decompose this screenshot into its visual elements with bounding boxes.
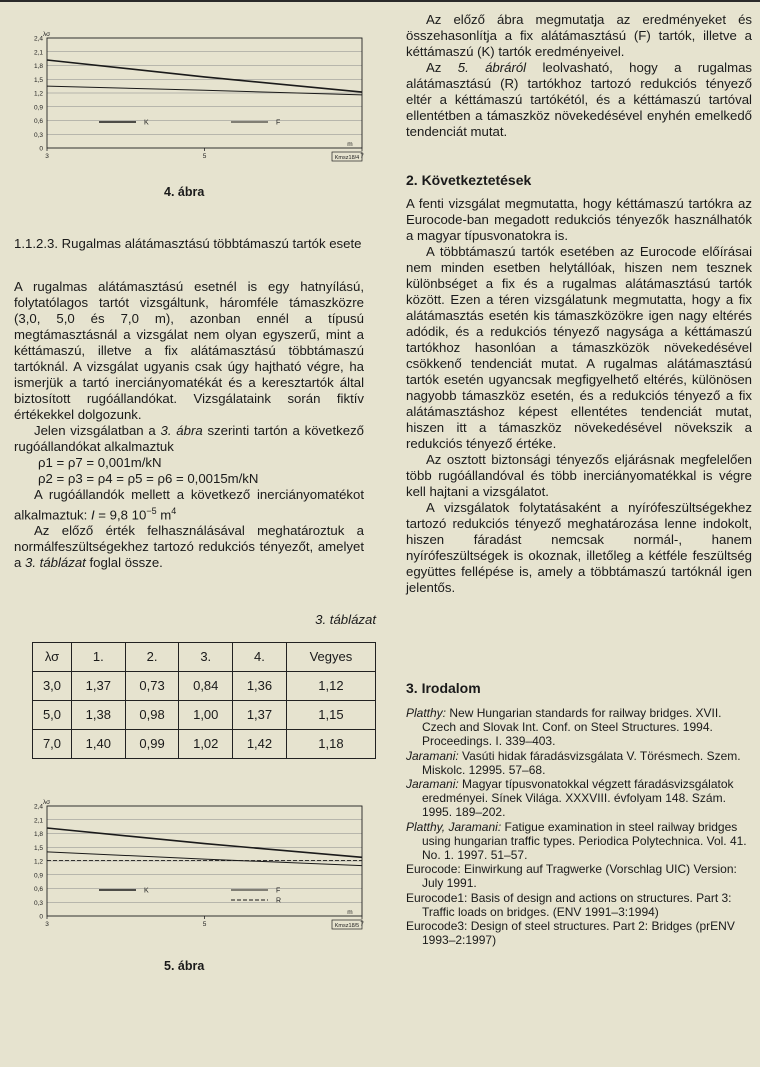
top-rule: [0, 0, 760, 2]
table-cell: 1,02: [179, 730, 233, 759]
paragraph: [406, 60, 752, 140]
reference-text: Fatigue examination in steel railway bridges using hungarian traffic types. Periodica Polytechnica. Vol. 41. No. 1. 1997. 51–57.: [422, 819, 747, 863]
text-run: szerinti tartón a következő rugóállandókat alkalmaztuk: [14, 423, 364, 454]
table-cell: 1,40: [71, 730, 125, 759]
y-tick-label: 2,4: [33, 803, 43, 811]
section-3-heading: 3. Irodalom: [406, 680, 481, 696]
paragraph: A többtámaszú tartók esetében az Eurocode előírásai nem minden esetben helytállóak, hiszen nem tesznek különbséget a fix és a rugalmas alátámasztású tartók között. Ezen a téren vizsgálatunk megmutatta, hogy a fix alátámasztás esetén kis támaszközökre igen nagy eltérés adódik, és a redukciós tényező nagysága a kéttámaszú tartókhoz hasonlóan a támaszközök növekedésével csökkenő tendenciát mutat. A rugalmas alátámasztású tartók esetén ugyancsak megfigyelhető eltérés, különösen nagyobb támaszköz esetén, és a redukciós tényező a fix alátámasztáshoz képest ellentétes tendenciát mutat, hiszen itt a támaszköz növekedésével növekszik a redukciós tényező értéke.: [406, 244, 752, 451]
text-run: Jelen vizsgálatban a: [34, 423, 161, 438]
x-axis-label: m: [347, 909, 353, 916]
reference-text: Vasúti hidak fáradásvizsgálata V. Törésmech. Szem. Miskolc. 12995. 57–68.: [422, 748, 741, 777]
reference-text: Magyar típusvonatokkal végzett fáradásvizsgálatok eredményei. Sínek Világa. XXXVIII. évfolyam 148. Szám. 1995. 189–202.: [422, 777, 734, 820]
table-cell: 5,0: [33, 701, 72, 730]
table-cell: 0,73: [125, 672, 179, 701]
x-tick-label: 7: [360, 921, 364, 928]
legend-label-f: F: [276, 887, 281, 895]
x-tick-label: 3: [45, 921, 49, 928]
reference-item: [406, 862, 752, 890]
symbol-I: I: [90, 507, 95, 523]
legend-label-k: K: [144, 119, 149, 127]
table-cell: 7,0: [33, 730, 72, 759]
y-tick-label: 1,8: [33, 63, 43, 70]
figure-4-caption: 4. ábra: [164, 185, 205, 199]
figure-reference: 5. ábráról: [457, 60, 527, 75]
reference-item: [406, 891, 752, 919]
paragraph: Az osztott biztonsági tényezős eljárásnak megfelelően több rugóállandóval és több inerciányomatékkal is végre kell hajtani a vizsgálatot.: [406, 452, 752, 499]
figure-4-chart: [14, 30, 374, 170]
text-run: A rugóállandók mellett a következő inerciányomatékot alkalmaztuk:: [14, 487, 364, 523]
table-cell: 1.: [71, 643, 125, 672]
reference-list: [406, 706, 752, 947]
formula-1: ρ1 = ρ7 = 0,001m/kN: [38, 455, 162, 470]
table-cell: Vegyes: [286, 643, 375, 672]
table-3: [32, 642, 376, 759]
table-cell: 1,00: [179, 701, 233, 730]
section-3: [406, 680, 752, 947]
text-run: = 9,8 10: [94, 507, 147, 523]
table-header-row: [33, 643, 376, 672]
y-tick-label: 1,2: [33, 858, 43, 866]
table-cell: 4.: [233, 643, 287, 672]
paragraph: A fenti vizsgálat megmutatta, hogy kéttámaszú tartókra az Eurocode-ban megadott redukciós tényezők használhatók a magyar típusvonatokra is.: [406, 196, 752, 243]
y-axis-label: λσ: [43, 31, 51, 38]
figure-5-caption: 5. ábra: [164, 959, 205, 973]
table-cell: 3.: [179, 643, 233, 672]
reference-item: [406, 706, 752, 749]
table-cell: 1,18: [286, 730, 375, 759]
y-tick-label: 2,1: [33, 817, 43, 825]
table-3-label: 3. táblázat: [315, 612, 376, 627]
figure-5-chart: [14, 798, 374, 938]
table-row: [33, 730, 376, 759]
legend-label-k: K: [144, 887, 149, 895]
text-run: Az előző érték felhasználásával meghatároztuk a normálfeszültségekhez tartozó redukciós tényezőt, amelyet a: [14, 523, 364, 571]
reference-text: New Hungarian standards for railway bridges. XVII. Czech and Slovak Int. Conf. on Steel Structures. 1994. Proceedings. I. 339–403.: [422, 706, 722, 749]
section-1123-body: [14, 279, 364, 571]
table-cell: 0,84: [179, 672, 233, 701]
exponent: 4: [171, 506, 177, 516]
paragraph: Az előző ábra megmutatja az eredményeket és összehasonlítja a fix alátámasztású (F) tartók, illetve a kéttámaszú (K) tartók eredményeivel.: [406, 12, 752, 59]
y-tick-label: 2,4: [33, 35, 43, 43]
y-tick-label: 0,3: [33, 899, 43, 907]
table-cell: 1,12: [286, 672, 375, 701]
y-tick-label: 0: [39, 145, 43, 153]
text-run: m: [156, 507, 172, 523]
paragraph: A rugalmas alátámasztású esetnél is egy hatnyílású, folytatólagos tartót vizsgáltunk, háromféle támaszközre (3,0, 5,0 és 7,0 m), azonban ennél a típusú megtámasztásnál a vizsgálat nem olyan egyszerű, mint a kéttámaszú, illetve a fix alátámasztású többtámaszú tartóknál. A vizsgálat ugyanis csak úgy hajtható végre, ha ismerjük a tartó inerciányomatékát és a keresztartók által biztosított rugóállandókat. Vizsgálataink során fiktív értékekkel dolgozunk.: [14, 279, 364, 422]
section-1123-heading: [14, 236, 364, 252]
section-1123-heading-text: 1.1.2.3. Rugalmas alátámasztású többtámaszú tartók esete: [14, 236, 362, 251]
table-reference: 3. táblázat: [25, 555, 86, 571]
y-tick-label: 0,3: [33, 131, 43, 139]
text-run: foglal össze.: [85, 555, 163, 571]
table-cell: 1,36: [233, 672, 287, 701]
y-tick-label: 1,5: [33, 76, 43, 84]
figure-tag: Kmsz18/5: [334, 923, 360, 929]
y-tick-label: 1,5: [33, 844, 43, 852]
legend-label-r: R: [276, 897, 282, 905]
table-cell: 0,99: [125, 730, 179, 759]
x-tick-label: 5: [202, 153, 207, 160]
y-tick-label: 0,6: [33, 886, 43, 893]
table-cell: λσ: [33, 643, 72, 672]
text-run: Az: [426, 60, 458, 75]
reference-item: [406, 777, 752, 820]
y-axis-label: λσ: [43, 799, 51, 806]
figure-tag: Kmsz18/4: [334, 155, 360, 161]
y-tick-label: 0,9: [33, 104, 43, 112]
x-tick-label: 7: [360, 153, 364, 160]
table-cell: 1,42: [233, 730, 287, 759]
exponent: −5: [146, 506, 157, 516]
reference-author: Platthy, Jaramani:: [406, 819, 502, 834]
table-cell: 3,0: [33, 672, 72, 701]
legend-label-f: F: [276, 119, 281, 127]
y-tick-label: 0,9: [33, 872, 43, 880]
series-line-k: [47, 828, 362, 857]
x-tick-label: 3: [45, 153, 49, 160]
y-tick-label: 1,8: [33, 831, 43, 838]
table-cell: 2.: [125, 643, 179, 672]
figure-reference: 3. ábra: [160, 423, 203, 438]
section-2: [406, 172, 752, 596]
x-tick-label: 5: [202, 921, 207, 928]
text-run: leolvasható, hogy a rugalmas alátámasztású (R) tartókhoz tartozó redukciós tényező eltér a kéttámaszú tartókétól, és a kéttámaszú tartóval ellentétben a támaszköz növekedésével enyhén emelkedő tendenciát mutat.: [406, 60, 752, 139]
paragraph: [14, 423, 364, 455]
table-row: [33, 672, 376, 701]
y-tick-label: 0,6: [33, 118, 43, 125]
table-cell: 1,38: [71, 701, 125, 730]
section-2-heading: 2. Következtetések: [406, 172, 532, 188]
reference-author: Platthy:: [406, 706, 447, 720]
paragraph: [14, 523, 364, 571]
reference-item: [406, 919, 752, 947]
right-intro: [406, 12, 752, 140]
paragraph: [14, 487, 364, 523]
reference-text: Eurocode1: Basis of design and actions on structures. Part 3: Traffic loads on bridges. (ENV 1991–3:1994): [406, 890, 732, 919]
reference-text: Eurocode: Einwirkung auf Tragwerke (Vorschlag UIC) Version: July 1991.: [406, 862, 737, 891]
reference-item: [406, 820, 752, 863]
reference-author: Jaramani:: [406, 777, 459, 792]
y-tick-label: 2,1: [33, 49, 43, 57]
y-tick-label: 1,2: [33, 90, 43, 98]
reference-item: [406, 749, 752, 777]
y-tick-label: 0: [39, 913, 43, 921]
reference-text: Eurocode3: Design of steel structures. Part 2: Bridges (prENV 1993–2:1997): [406, 919, 735, 948]
table-row: [33, 701, 376, 730]
x-axis-label: m: [347, 141, 353, 148]
paragraph: A vizsgálatok folytatásaként a nyírófeszültségekhez tartozó redukciós tényező meghatározása lenne indokolt, hiszen fáradást nemcsak normál-, hanem nyírófeszültségek is okoznak, illetőleg a kétféle feszültség együttes fellépése is, amely a többtámaszú tartóknál igen jelentős.: [406, 500, 752, 595]
reference-author: Jaramani:: [406, 748, 459, 763]
table-cell: 1,37: [233, 701, 287, 730]
table-cell: 1,37: [71, 672, 125, 701]
formula-2: ρ2 = ρ3 = ρ4 = ρ5 = ρ6 = 0,0015m/kN: [38, 471, 259, 486]
table-cell: 0,98: [125, 701, 179, 730]
table-cell: 1,15: [286, 701, 375, 730]
